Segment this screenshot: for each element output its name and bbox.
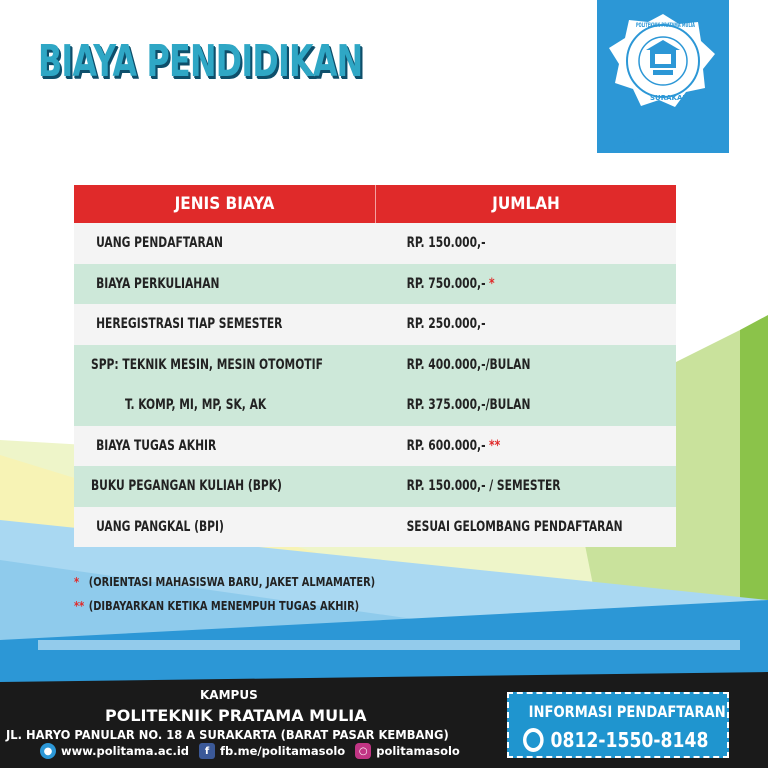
- table-row: [74, 507, 676, 548]
- phone-number: 0812-1550-8148: [550, 728, 709, 752]
- fee-amount: RP. 375.000,-/BULAN: [406, 397, 531, 414]
- footnotes: [74, 570, 441, 618]
- instagram-link[interactable]: [355, 743, 460, 759]
- fee-amount: RP. 250.000,-: [406, 316, 486, 333]
- table-row: [74, 466, 676, 507]
- campus-address: JL. HARYO PANULAR NO. 18 A SURAKARTA (BARAT PASAR KEMBANG): [6, 727, 449, 742]
- fee-label: SPP: TEKNIK MESIN, MESIN OTOMOTIF: [91, 356, 323, 373]
- table-header: [74, 185, 676, 223]
- kampus-label: KAMPUS: [200, 688, 258, 702]
- footnote-text: (DIBAYARKAN KETIKA MENEMPUH TUGAS AKHIR): [88, 599, 360, 613]
- footnote: [74, 594, 375, 618]
- table-row: [74, 426, 676, 467]
- info-title: INFORMASI PENDAFTARAN: [528, 702, 726, 721]
- table-row: [74, 345, 676, 386]
- facebook-text: fb.me/politamasolo: [220, 744, 346, 758]
- info-phone[interactable]: [523, 728, 708, 752]
- footnote-mark: *: [74, 575, 80, 589]
- registration-info-box[interactable]: [507, 692, 729, 758]
- table-row: [74, 304, 676, 345]
- facebook-icon: f: [199, 743, 215, 759]
- fee-amount: RP. 150.000,-: [406, 235, 486, 252]
- instagram-icon: ○: [355, 743, 371, 759]
- logo-ring-text-top: POLITEKNIK PRATAMA MULIA: [636, 22, 695, 29]
- footnote-text: (ORIENTASI MAHASISWA BARU, JAKET ALMAMATER): [88, 575, 376, 589]
- social-links: [40, 743, 460, 759]
- fee-label: BIAYA TUGAS AKHIR: [96, 437, 217, 454]
- fee-table: [74, 185, 676, 547]
- fee-amount: SESUAI GELOMBANG PENDAFTARAN: [406, 518, 623, 535]
- website-text: www.politama.ac.id: [61, 744, 190, 758]
- fee-label: UANG PANGKAL (BPI): [96, 518, 224, 535]
- instagram-text: politamasolo: [376, 744, 460, 758]
- table-row: [74, 223, 676, 264]
- fee-label: UANG PENDAFTARAN: [96, 235, 223, 252]
- fee-amount: RP. 150.000,- / SEMESTER: [406, 478, 561, 495]
- fee-label: HEREGISTRASI TIAP SEMESTER: [96, 316, 283, 333]
- campus-name: POLITEKNIK PRATAMA MULIA: [105, 706, 367, 725]
- fee-label: T. KOMP, MI, MP, SK, AK: [125, 397, 267, 414]
- footnote: [74, 570, 375, 594]
- page-title: BIAYA PENDIDIKAN: [38, 36, 363, 87]
- header-jumlah: JUMLAH: [492, 194, 560, 214]
- table-row: [74, 385, 676, 426]
- fee-amount: RP. 600.000,- **: [406, 437, 501, 454]
- header-jenis-biaya: JENIS BIAYA: [74, 185, 376, 223]
- whatsapp-icon: [523, 728, 544, 752]
- logo-ring-text-bottom: SURAKARTA: [650, 94, 698, 102]
- globe-icon: ●: [40, 743, 56, 759]
- fee-label: BIAYA PERKULIAHAN: [96, 275, 220, 292]
- fee-amount: RP. 750.000,- *: [406, 275, 495, 292]
- website-link[interactable]: [40, 743, 189, 759]
- table-row: [74, 264, 676, 305]
- fee-amount: RP. 400.000,-/BULAN: [406, 356, 531, 373]
- fee-label: BUKU PEGANGAN KULIAH (BPK): [91, 478, 282, 495]
- facebook-link[interactable]: [199, 743, 345, 759]
- footnote-mark: **: [74, 599, 85, 613]
